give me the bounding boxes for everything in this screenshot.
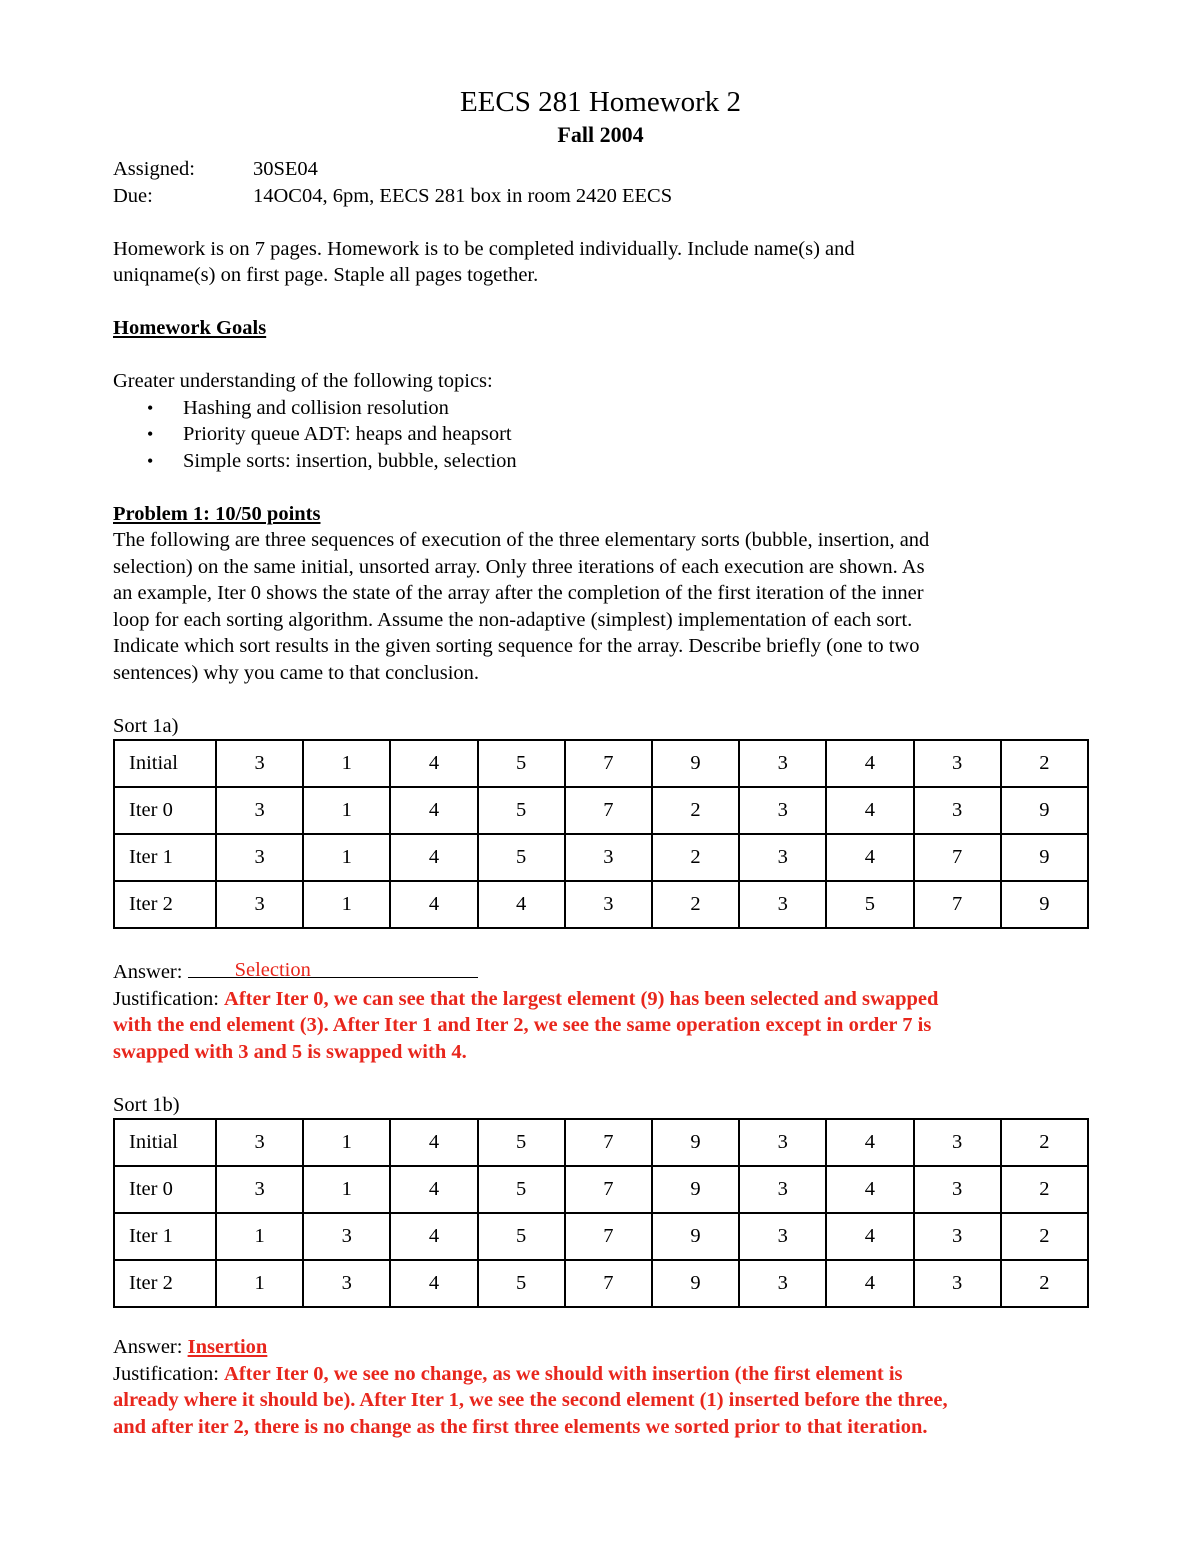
table-cell: 3 (216, 787, 303, 834)
table-row (114, 881, 1088, 928)
table-cell: 3 (914, 1213, 1001, 1260)
row-label: Initial (114, 1119, 216, 1166)
table-cell: 2 (1001, 1166, 1088, 1213)
table-cell: 2 (652, 787, 739, 834)
table-cell: 4 (390, 881, 477, 928)
table-cell: 4 (826, 740, 913, 787)
table-row (114, 1166, 1088, 1213)
problem1-line: The following are three sequences of execution of the three elementary sorts (bubble, insertion, and (113, 529, 930, 551)
table-cell: 5 (478, 1260, 565, 1307)
table-cell: 3 (914, 1166, 1001, 1213)
table-cell: 2 (1001, 1213, 1088, 1260)
row-label: Iter 0 (114, 787, 216, 834)
problem1-heading: Problem 1: 10/50 points (113, 502, 321, 525)
bullet-icon: • (147, 397, 154, 418)
homework-page (113, 84, 1088, 1440)
problem1-line: selection) on the same initial, unsorted array. Only three iterations of each execution are shown. As (113, 555, 925, 578)
sort1b-justification (113, 1361, 1088, 1441)
answer-value: Insertion (187, 1336, 268, 1358)
due-value: 14OC04, 6pm, EECS 281 box in room 2420 EECS (253, 184, 673, 207)
table-cell: 9 (1001, 881, 1088, 928)
table-cell: 7 (565, 1166, 652, 1213)
table-cell: 3 (739, 1260, 826, 1307)
assigned-label: Assigned: (113, 158, 195, 180)
table-row (114, 1213, 1088, 1260)
table-cell: 9 (652, 1119, 739, 1166)
row-label: Iter 0 (114, 1166, 216, 1213)
table-cell: 7 (565, 740, 652, 787)
sort1a-table (113, 739, 1089, 929)
goal-item (113, 421, 1088, 448)
problem1-text (113, 527, 1088, 686)
table-cell: 4 (826, 834, 913, 881)
table-row (114, 740, 1088, 787)
table-row (114, 1260, 1088, 1307)
bullet-icon: • (147, 424, 154, 444)
table-cell: 4 (390, 740, 477, 787)
justification-text: with the end element (3). After Iter 1 and Iter 2, we see the same operation except in order 7 is (113, 1014, 932, 1036)
table-cell: 3 (914, 1260, 1001, 1307)
goals-list (113, 395, 1088, 475)
table-cell: 1 (216, 1260, 303, 1307)
table-cell: 1 (303, 1119, 390, 1166)
table-cell: 4 (826, 1119, 913, 1166)
table-cell: 4 (390, 834, 477, 881)
table-cell: 5 (478, 1166, 565, 1213)
table-cell: 9 (1001, 834, 1088, 881)
sort1b-answer (113, 1334, 1088, 1361)
table-cell: 3 (914, 1119, 1001, 1166)
table-cell: 3 (303, 1213, 390, 1260)
table-cell: 3 (739, 1213, 826, 1260)
problem1-line: an example, Iter 0 shows the state of the array after the completion of the first iteration of the inner (113, 582, 924, 604)
table-cell: 4 (826, 787, 913, 834)
table-cell: 3 (739, 834, 826, 881)
table-cell: 3 (216, 881, 303, 928)
table-cell: 5 (478, 740, 565, 787)
table-cell: 7 (565, 1213, 652, 1260)
table-cell: 9 (652, 1166, 739, 1213)
justification-text: swapped with 3 and 5 is swapped with 4. (113, 1040, 467, 1063)
justification-text: After Iter 0, we see no change, as we should with insertion (the first element is (224, 1362, 903, 1385)
page-subtitle: Fall 2004 (557, 122, 644, 147)
problem1-line: loop for each sorting algorithm. Assume the non-adaptive (simplest) implementation of each sort. (113, 608, 913, 631)
table-cell: 1 (303, 881, 390, 928)
intro-line: uniqname(s) on first page. Staple all pages together. (113, 264, 539, 286)
justification-text: After Iter 0, we can see that the largest element (9) has been selected and swapped (224, 987, 939, 1010)
table-cell: 7 (565, 787, 652, 834)
sort1a-answer (113, 955, 1088, 986)
answer-label: Answer: (113, 961, 183, 983)
problem1-line: Indicate which sort results in the given sorting sequence for the array. Describe briefly (one to two (113, 635, 920, 657)
table-cell: 5 (478, 834, 565, 881)
assigned-value: 30SE04 (253, 158, 318, 180)
table-cell: 4 (478, 881, 565, 928)
table-cell: 4 (826, 1213, 913, 1260)
due-row (113, 183, 1088, 210)
goal-item-text: Priority queue ADT: heaps and heapsort (183, 423, 512, 445)
table-cell: 3 (216, 1166, 303, 1213)
table-cell: 2 (1001, 1260, 1088, 1307)
justification-label: Justification: (113, 1362, 219, 1385)
table-cell: 4 (826, 1166, 913, 1213)
table-cell: 9 (652, 1213, 739, 1260)
table-cell: 3 (739, 740, 826, 787)
sort1a-caption: Sort 1a) (113, 714, 179, 737)
bullet-icon: • (147, 450, 154, 471)
table-cell: 2 (1001, 740, 1088, 787)
page-title: EECS 281 Homework 2 (459, 86, 742, 118)
table-cell: 4 (390, 1260, 477, 1307)
table-cell: 7 (914, 834, 1001, 881)
goals-heading: Homework Goals (113, 317, 267, 339)
table-cell: 3 (216, 1119, 303, 1166)
table-cell: 3 (216, 834, 303, 881)
table-cell: 3 (739, 787, 826, 834)
due-label: Due: (113, 184, 153, 207)
justification-text: already where it should be). After Iter 1, we see the second element (1) inserted before the three, (113, 1389, 948, 1411)
table-cell: 1 (303, 834, 390, 881)
intro-line: Homework is on 7 pages. Homework is to be completed individually. Include name(s) and (113, 237, 855, 260)
table-cell: 2 (652, 834, 739, 881)
goals-lead: Greater understanding of the following topics: (113, 370, 493, 392)
table-cell: 5 (478, 787, 565, 834)
table-row (114, 787, 1088, 834)
sort1a-justification (113, 986, 1088, 1066)
table-cell: 3 (914, 740, 1001, 787)
table-cell: 1 (303, 787, 390, 834)
intro-paragraph (113, 236, 1088, 289)
meta-block (113, 156, 1088, 209)
table-cell: 3 (565, 881, 652, 928)
table-cell: 3 (739, 881, 826, 928)
goal-item-text: Hashing and collision resolution (183, 396, 449, 419)
answer-value: Selection (234, 958, 311, 981)
goal-item (113, 395, 1088, 422)
row-label: Iter 1 (114, 1213, 216, 1260)
table-cell: 2 (652, 881, 739, 928)
table-cell: 1 (216, 1213, 303, 1260)
justification-label: Justification: (113, 987, 219, 1010)
table-cell: 7 (914, 881, 1001, 928)
row-label: Initial (114, 740, 216, 787)
table-cell: 4 (390, 1213, 477, 1260)
table-cell: 3 (565, 834, 652, 881)
table-cell: 4 (390, 1119, 477, 1166)
table-cell: 3 (914, 787, 1001, 834)
answer-label: Answer: (113, 1336, 183, 1358)
table-cell: 9 (1001, 787, 1088, 834)
table-cell: 7 (565, 1260, 652, 1307)
table-cell: 9 (652, 740, 739, 787)
assigned-row (113, 156, 1088, 183)
table-cell: 3 (216, 740, 303, 787)
answer-blank (188, 955, 478, 981)
table-cell: 1 (303, 1166, 390, 1213)
sort1b-table (113, 1118, 1089, 1308)
row-label: Iter 2 (114, 1260, 216, 1307)
problem1-line: sentences) why you came to that conclusion. (113, 661, 480, 684)
table-cell: 1 (303, 740, 390, 787)
table-cell: 4 (390, 1166, 477, 1213)
table-cell: 9 (652, 1260, 739, 1307)
table-cell: 2 (1001, 1119, 1088, 1166)
table-row (114, 834, 1088, 881)
table-cell: 3 (739, 1119, 826, 1166)
table-cell: 5 (826, 881, 913, 928)
table-row (114, 1119, 1088, 1166)
row-label: Iter 1 (114, 834, 216, 881)
goal-item-text: Simple sorts: insertion, bubble, selection (183, 449, 517, 472)
table-cell: 4 (390, 787, 477, 834)
table-cell: 3 (739, 1166, 826, 1213)
table-cell: 4 (826, 1260, 913, 1307)
table-cell: 5 (478, 1213, 565, 1260)
sort1b-caption: Sort 1b) (113, 1093, 180, 1116)
row-label: Iter 2 (114, 881, 216, 928)
table-cell: 3 (303, 1260, 390, 1307)
goal-item (113, 448, 1088, 475)
table-cell: 5 (478, 1119, 565, 1166)
justification-text: and after iter 2, there is no change as the first three elements we sorted prior to that iteration. (113, 1415, 928, 1438)
table-cell: 7 (565, 1119, 652, 1166)
